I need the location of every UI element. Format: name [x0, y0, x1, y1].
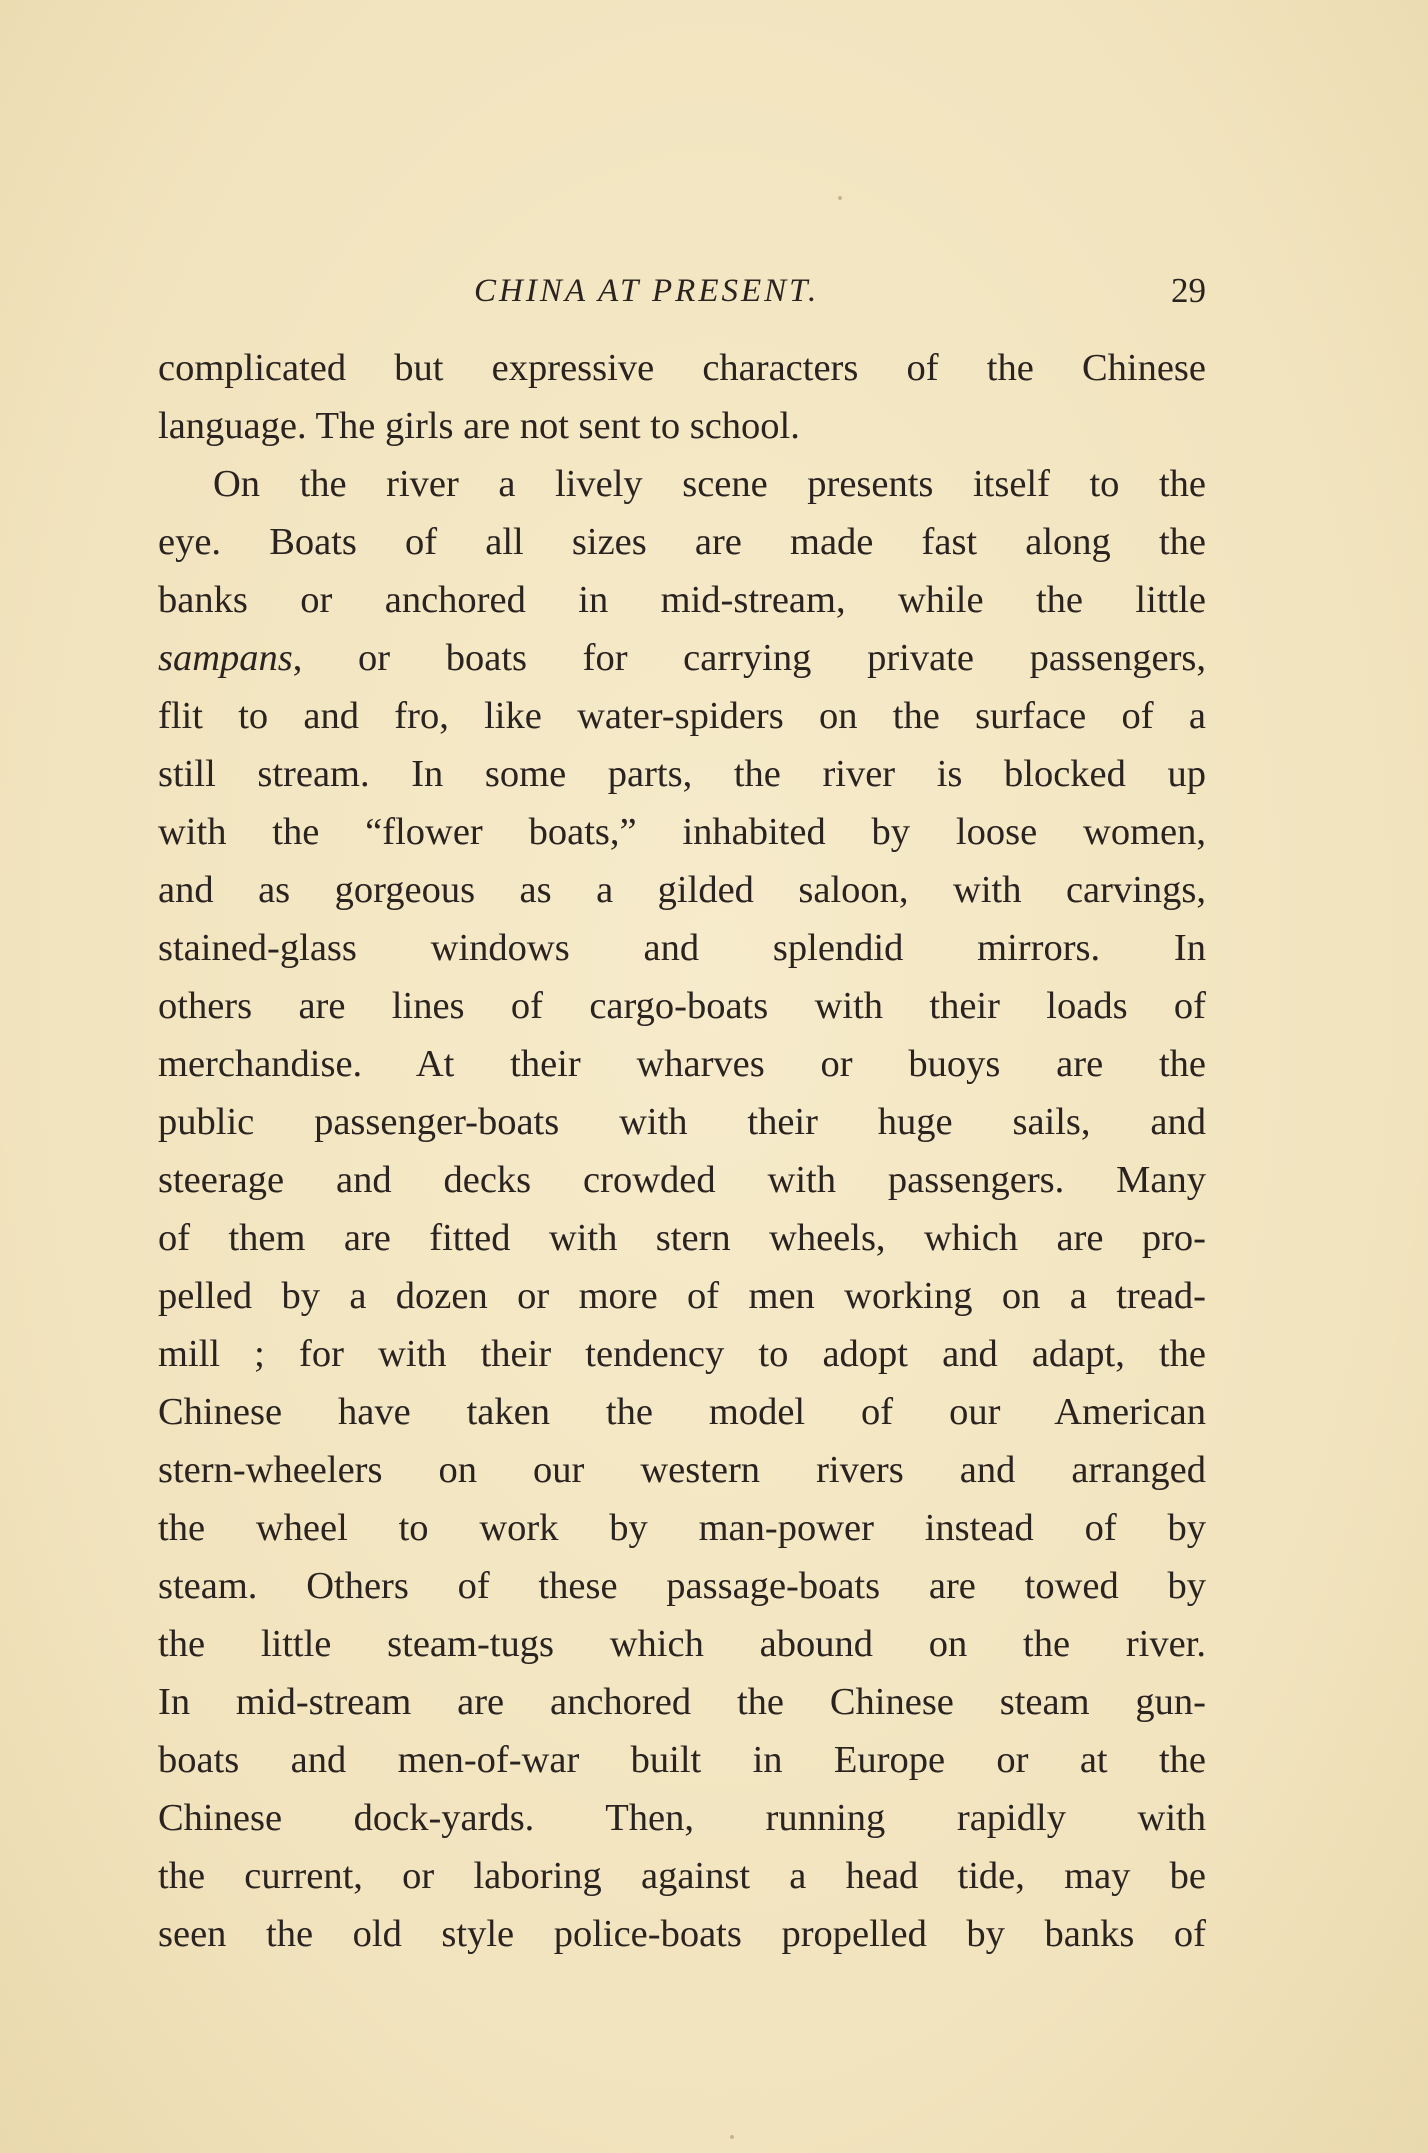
- italic-word: sampans: [158, 637, 293, 679]
- text-segment: merchandise. At their wharves or buoys are the: [158, 1043, 1206, 1085]
- text-line: [158, 1093, 1206, 1151]
- text-segment: language. The girls are not sent to school.: [158, 405, 800, 447]
- text-line: [158, 397, 1206, 455]
- text-line: [158, 1905, 1206, 1963]
- running-title: CHINA AT PRESENT.: [474, 273, 820, 309]
- text-segment: complicated but expressive characters of the Chinese: [158, 347, 1206, 389]
- text-segment: the current, or laboring against a head tide, may be: [158, 1855, 1206, 1897]
- text-line: [158, 861, 1206, 919]
- text-segment: boats and men-of-war built in Europe or at the: [158, 1739, 1206, 1781]
- text-line: [158, 339, 1206, 397]
- text-line: [158, 1847, 1206, 1905]
- text-segment: with the “flower boats,” inhabited by loose women,: [158, 811, 1206, 853]
- text-segment: others are lines of cargo-boats with their loads of: [158, 985, 1206, 1027]
- text-segment: On the river a lively scene presents itself to the: [213, 463, 1206, 505]
- text-line: [158, 687, 1206, 745]
- text-segment: banks or anchored in mid-stream, while the little: [158, 579, 1206, 621]
- text-segment: steerage and decks crowded with passengers. Many: [158, 1159, 1206, 1201]
- text-line: [158, 803, 1206, 861]
- text-line: [158, 1441, 1206, 1499]
- paper-speck: [730, 2135, 734, 2139]
- text-line: [158, 919, 1206, 977]
- text-line: [158, 1789, 1206, 1847]
- text-line: [158, 977, 1206, 1035]
- text-line: [158, 1557, 1206, 1615]
- body-text: [158, 339, 1206, 1963]
- text-segment: Chinese dock-yards. Then, running rapidly with: [158, 1797, 1206, 1839]
- text-segment: still stream. In some parts, the river is blocked up: [158, 753, 1206, 795]
- text-line: [158, 745, 1206, 803]
- text-segment: public passenger-boats with their huge sails, and: [158, 1101, 1206, 1143]
- text-line: [158, 1615, 1206, 1673]
- text-segment: flit to and fro, like water-spiders on the surface of a: [158, 695, 1206, 737]
- page-number: 29: [1171, 271, 1206, 310]
- text-segment: eye. Boats of all sizes are made fast along the: [158, 521, 1206, 563]
- text-segment: the wheel to work by man-power instead of by: [158, 1507, 1206, 1549]
- text-line: [158, 1673, 1206, 1731]
- text-line: [158, 629, 1206, 687]
- text-segment: stern-wheelers on our western rivers and arranged: [158, 1449, 1206, 1491]
- text-line: [158, 1731, 1206, 1789]
- text-segment: stained-glass windows and splendid mirrors. In: [158, 927, 1206, 969]
- text-segment: pelled by a dozen or more of men working on a tread-: [158, 1275, 1206, 1317]
- text-line: [158, 1325, 1206, 1383]
- paper-speck: [838, 196, 842, 200]
- text-segment: seen the old style police-boats propelled by banks of: [158, 1913, 1206, 1955]
- text-line: [158, 455, 1206, 513]
- text-segment: Chinese have taken the model of our American: [158, 1391, 1206, 1433]
- text-line: [158, 1267, 1206, 1325]
- text-segment: In mid-stream are anchored the Chinese steam gun-: [158, 1681, 1206, 1723]
- text-segment: the little steam-tugs which abound on the river.: [158, 1623, 1206, 1665]
- text-line: [158, 1209, 1206, 1267]
- text-segment: and as gorgeous as a gilded saloon, with carvings,: [158, 869, 1206, 911]
- text-line: [158, 1151, 1206, 1209]
- text-segment: steam. Others of these passage-boats are towed by: [158, 1565, 1206, 1607]
- text-line: [158, 1383, 1206, 1441]
- text-segment: of them are fitted with stern wheels, which are pro-: [158, 1217, 1206, 1259]
- text-segment: mill ; for with their tendency to adopt and adapt, the: [158, 1333, 1206, 1375]
- text-segment: , or boats for carrying private passengers,: [292, 637, 1206, 679]
- text-line: [158, 571, 1206, 629]
- text-line: [158, 513, 1206, 571]
- text-line: [158, 1035, 1206, 1093]
- page-header: [0, 266, 1428, 316]
- text-line: [158, 1499, 1206, 1557]
